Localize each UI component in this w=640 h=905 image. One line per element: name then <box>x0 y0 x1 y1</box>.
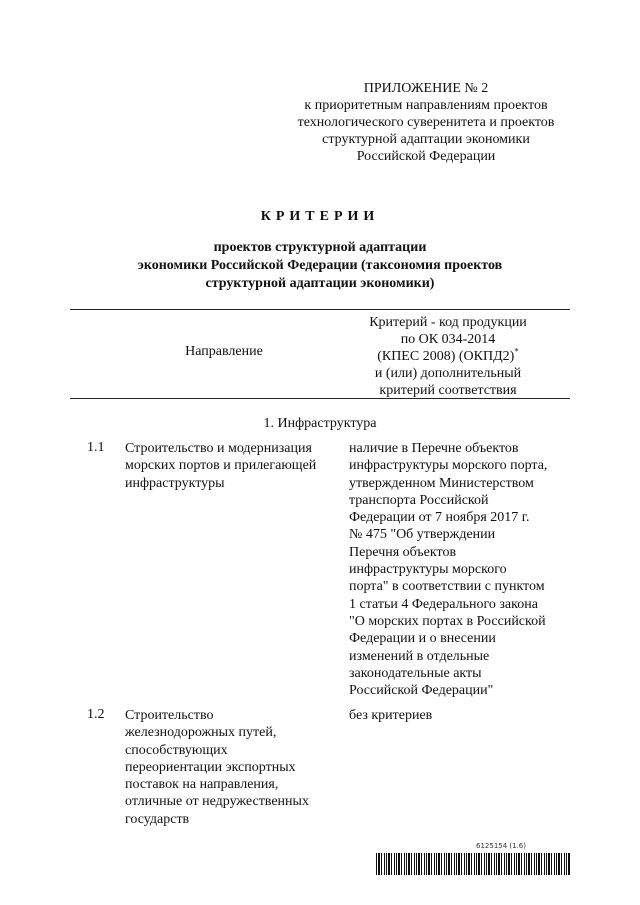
row-direction-line: Строительство и модернизация <box>125 441 312 456</box>
row-criterion-line: транспорта Российской <box>349 492 489 508</box>
row-direction-line: способствующих <box>125 742 228 758</box>
section-heading: 1. Инфраструктура <box>263 416 377 431</box>
row-number: 1.2 <box>87 707 105 722</box>
row-criterion-line: Федерации от 7 ноября 2017 г. <box>349 510 530 526</box>
row-criterion-line: Федерации и о внесении <box>349 631 496 647</box>
appendix-line: Российской Федерации <box>356 149 496 164</box>
row-criterion-line: порта" в соответствии с пунктом <box>349 579 545 595</box>
row-criterion-line: утвержденном Министерством <box>349 475 534 491</box>
document-title: КРИТЕРИИ <box>260 209 380 224</box>
row-criterion <box>349 440 579 699</box>
row-criterion-line: инфраструктуры морского <box>349 562 507 578</box>
row-criterion-line: Российской Федерации" <box>349 683 494 699</box>
row-criterion-line: Перечня объектов <box>349 544 457 560</box>
row-direction-line: поставок на направления, <box>125 777 279 793</box>
row-criterion-line: изменений в отдельные <box>349 648 490 664</box>
row-criterion-line: наличие в Перечне объектов <box>349 441 519 456</box>
appendix-line: ПРИЛОЖЕНИЕ № 2 <box>363 81 489 96</box>
row-criterion-line: 1 статьи 4 Федерального закона <box>349 596 538 612</box>
header-criterion-line: критерий соответствия <box>379 383 517 398</box>
table-header-rule <box>70 398 570 399</box>
appendix-line: к приоритетным направлениям проектов <box>304 98 548 113</box>
row-direction-line: железнодорожных путей, <box>125 725 277 741</box>
row-direction-line: морских портов и прилегающей <box>125 458 317 474</box>
appendix-line: технологического суверенитета и проектов <box>297 115 555 130</box>
header-direction: Направление <box>185 344 263 359</box>
row-criterion <box>349 707 579 724</box>
table-top-rule <box>70 309 570 310</box>
document-subtitle <box>80 239 560 293</box>
row-direction <box>125 707 340 828</box>
row-direction-line: государств <box>125 811 190 827</box>
header-criterion-line: по ОК 034-2014 <box>400 332 496 347</box>
subtitle-line: структурной адаптации экономики) <box>205 276 435 291</box>
header-criterion-line: Критерий - код продукции <box>369 315 527 330</box>
subtitle-line: экономики Российской Федерации (таксономия проектов <box>137 258 503 273</box>
row-criterion-line: без критериев <box>349 708 433 723</box>
appendix-line: структурной адаптации экономики <box>322 132 530 147</box>
barcode-image <box>376 853 570 875</box>
row-criterion-line: законодательные акты <box>349 665 482 681</box>
footnote-mark: * <box>514 346 519 357</box>
header-criterion <box>338 314 558 399</box>
row-direction <box>125 440 340 492</box>
header-criterion-text: (КПЕС 2008) (ОКПД2) <box>377 349 515 364</box>
row-direction-line: Строительство <box>125 708 214 723</box>
header-criterion-line: и (или) дополнительный <box>374 366 522 381</box>
row-criterion-line: "О морских портах в Российской <box>349 613 546 629</box>
row-criterion-line: инфраструктуры морского порта, <box>349 458 548 474</box>
row-direction-line: переориентации экспортных <box>125 759 296 775</box>
barcode-number: 6125154 (1.6) <box>476 842 526 850</box>
header-criterion-line <box>338 348 558 365</box>
row-number: 1.1 <box>87 440 105 455</box>
row-direction-line: отличные от недружественных <box>125 794 309 810</box>
subtitle-line: проектов структурной адаптации <box>213 240 427 255</box>
row-criterion-line: № 475 "Об утверждении <box>349 527 496 543</box>
appendix-block <box>276 80 576 165</box>
row-direction-line: инфраструктуры <box>125 475 225 491</box>
